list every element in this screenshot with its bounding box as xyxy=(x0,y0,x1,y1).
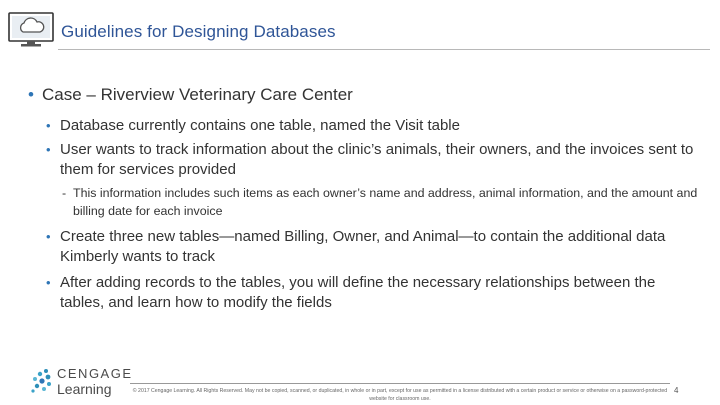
bullet-text: Case – Riverview Veterinary Care Center xyxy=(42,85,353,104)
bullet-dot-icon: • xyxy=(46,142,51,157)
copyright-notice: © 2017 Cengage Learning. All Rights Reserved. May not be copied, scanned, or duplicated, in whole or in part, except for use as permitted in a license distributed with a certain product or service or otherwise on a password-protected website for classroom use. xyxy=(132,388,668,402)
bullet-level-1 xyxy=(28,84,700,106)
cengage-logo xyxy=(30,366,133,400)
logo-text-cengage: CENGAGE xyxy=(57,366,133,381)
footer-divider xyxy=(130,383,670,384)
dash-marker: - xyxy=(62,186,67,200)
bullet-level-3 xyxy=(62,184,700,220)
bullet-text: User wants to track information about the clinic’s animals, their owners, and the invoices sent to them for services provided xyxy=(60,141,694,178)
bullet-dot-icon: • xyxy=(46,275,51,290)
bullet-dot-icon: • xyxy=(46,229,51,244)
bullet-list xyxy=(28,84,700,313)
bullet-level-2 xyxy=(46,140,700,180)
cengage-dots-icon xyxy=(30,368,54,394)
cloud-monitor-icon xyxy=(8,12,54,48)
bullet-level-2 xyxy=(46,116,700,136)
logo-text-learning: Learning xyxy=(57,381,112,397)
bullet-text: This information includes such items as each owner’s name and address, animal information, and the amount and billing date for each invoice xyxy=(73,186,698,218)
bullet-level-2 xyxy=(46,273,700,313)
bullet-dot-icon: • xyxy=(46,118,51,133)
page-title: Guidelines for Designing Databases xyxy=(61,22,336,41)
header-divider xyxy=(58,49,710,50)
page-number: 4 xyxy=(674,386,679,395)
bullet-text: Create three new tables—named Billing, Owner, and Animal—to contain the additional data Kimberly wants to track xyxy=(60,228,666,265)
bullet-text: Database currently contains one table, named the Visit table xyxy=(60,117,460,134)
slide-header xyxy=(0,0,720,60)
bullet-level-2 xyxy=(46,227,700,267)
bullet-text: After adding records to the tables, you will define the necessary relationships between the tables, and learn how to modify the fields xyxy=(60,274,656,311)
bullet-dot-icon: • xyxy=(28,85,34,104)
